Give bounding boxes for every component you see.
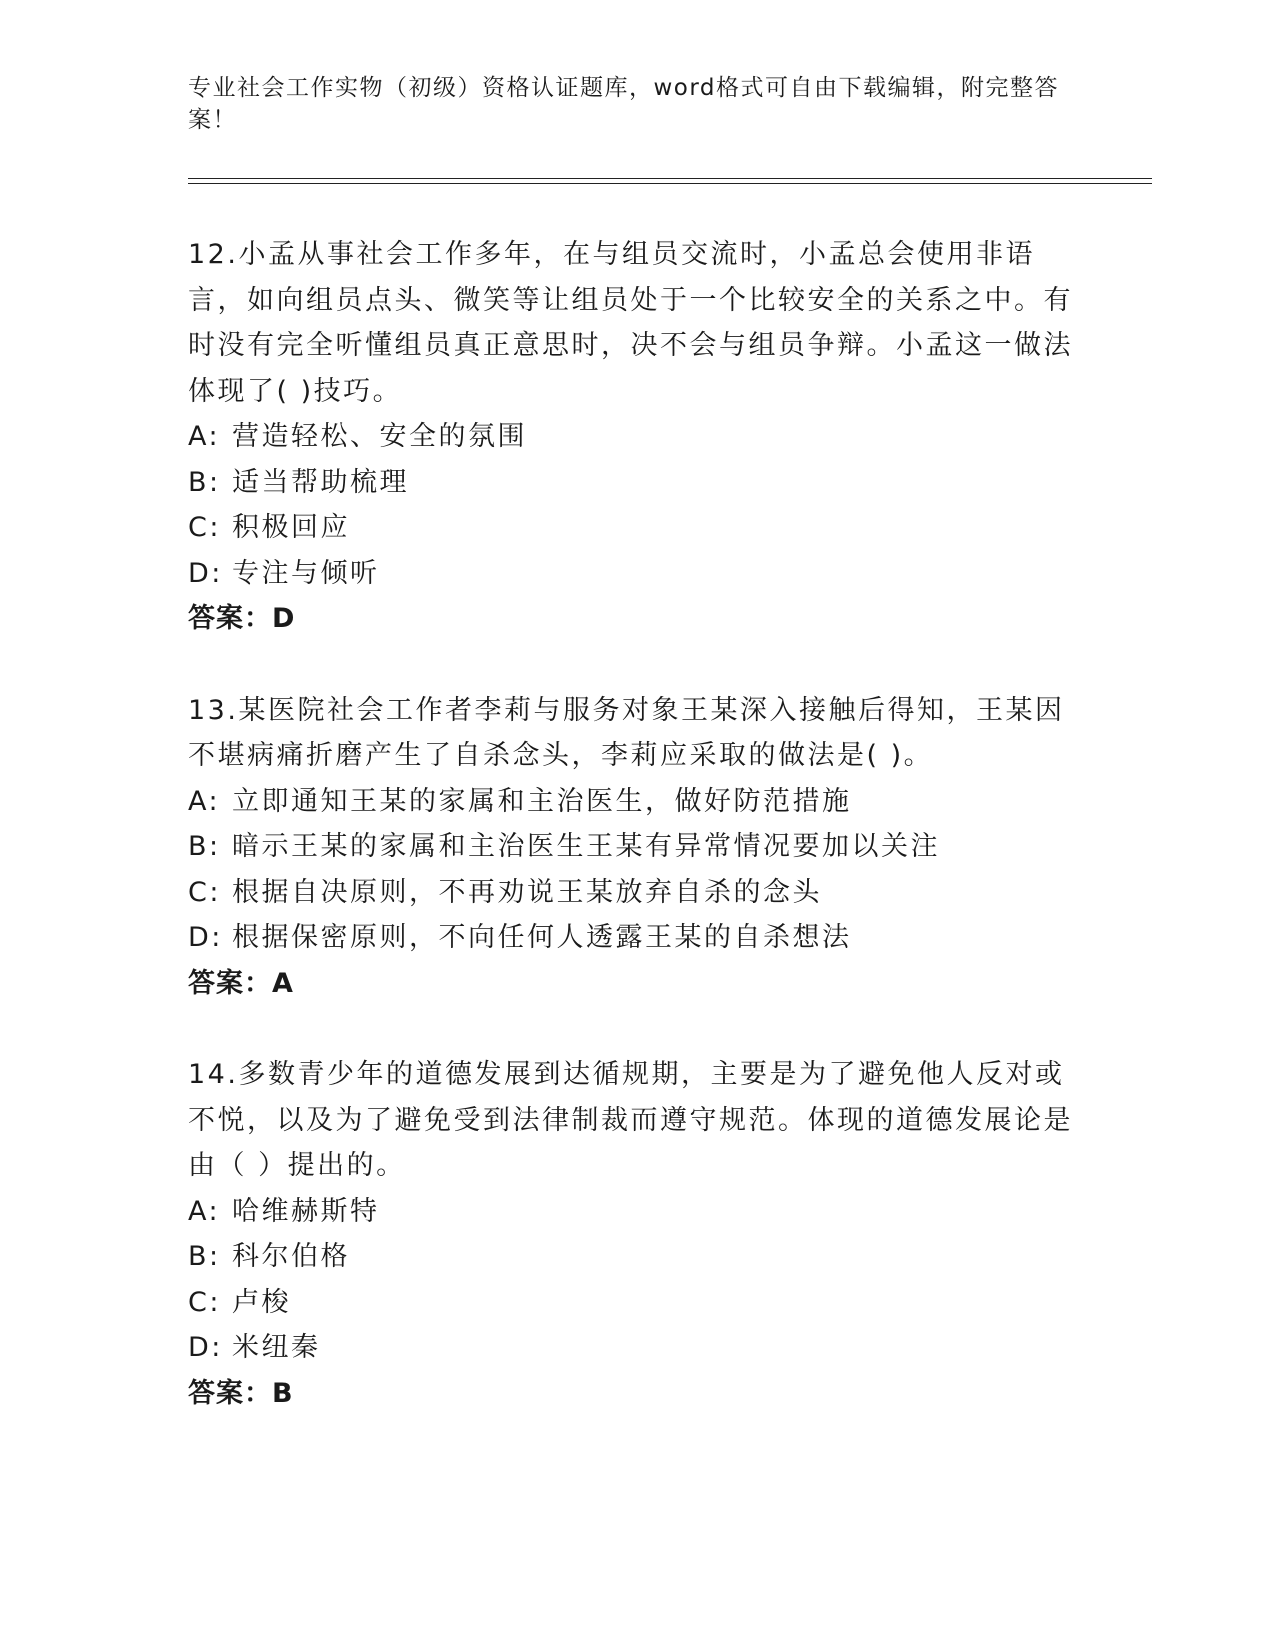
answer-line: 答案：B [188, 1377, 294, 1409]
question-list [188, 232, 1088, 1462]
question-stem: 13.某医院社会工作者李莉与服务对象王某深入接触后得知，王某因不堪病痛折磨产生了自杀念头，李莉应采取的做法是( )。 [188, 694, 1065, 771]
option-key: B: [188, 1241, 221, 1272]
option-key: D: [188, 922, 223, 953]
option-c [188, 870, 1088, 916]
option-key: B: [188, 466, 221, 498]
option-text: 积极回应 [232, 512, 350, 543]
option-d [188, 1325, 1088, 1371]
option-c [188, 1280, 1088, 1326]
answer-line: 答案：A [188, 967, 294, 999]
option-key: A: [188, 1195, 221, 1227]
option-c [188, 505, 1088, 551]
option-key: C: [188, 1286, 221, 1318]
option-key: D: [188, 1332, 223, 1363]
option-text: 营造轻松、安全的氛围 [232, 421, 527, 452]
option-text: 根据自决原则，不再劝说王某放弃自杀的念头 [232, 876, 822, 908]
option-b [188, 1234, 1088, 1280]
option-text: 专注与倾听 [232, 557, 380, 589]
option-text: 立即通知王某的家属和主治医生，做好防范措施 [232, 785, 852, 817]
question-14 [188, 1052, 1088, 1416]
option-d [188, 551, 1088, 597]
option-text: 适当帮助梳理 [232, 466, 409, 498]
option-key: A: [188, 421, 221, 452]
option-a [188, 414, 1088, 460]
question-stem: 12.小孟从事社会工作多年，在与组员交流时，小孟总会使用非语言，如向组员点头、微笑等让组员处于一个比较安全的关系之中。有时没有完全听懂组员真正意思时，决不会与组员争辩。小孟这一做法体现了( )技巧。 [188, 239, 1073, 407]
option-key: C: [188, 876, 221, 908]
header-rule-bottom [188, 183, 1152, 184]
option-key: A: [188, 785, 221, 817]
option-text: 米纽秦 [232, 1332, 321, 1363]
option-d [188, 915, 1088, 961]
option-text: 卢梭 [232, 1286, 291, 1318]
option-text: 科尔伯格 [232, 1241, 350, 1272]
option-b [188, 824, 1088, 870]
page-header: 专业社会工作实物（初级）资格认证题库，word格式可自由下载编辑，附完整答案！ [188, 75, 1060, 133]
question-stem: 14.多数青少年的道德发展到达循规期，主要是为了避免他人反对或不悦，以及为了避免受到法律制裁而遵守规范。体现的道德发展论是由（ ）提出的。 [188, 1059, 1073, 1181]
answer-line: 答案：D [188, 603, 296, 634]
option-a [188, 1189, 1088, 1235]
question-13 [188, 688, 1088, 1007]
option-key: C: [188, 512, 221, 543]
option-key: B: [188, 831, 221, 862]
option-key: D: [188, 557, 223, 589]
option-a [188, 779, 1088, 825]
question-12 [188, 232, 1088, 642]
option-b [188, 460, 1088, 506]
option-text: 哈维赫斯特 [232, 1195, 380, 1227]
option-text: 暗示王某的家属和主治医生王某有异常情况要加以关注 [232, 831, 940, 862]
option-text: 根据保密原则，不向任何人透露王某的自杀想法 [232, 922, 852, 953]
header-rule-top [188, 178, 1152, 179]
